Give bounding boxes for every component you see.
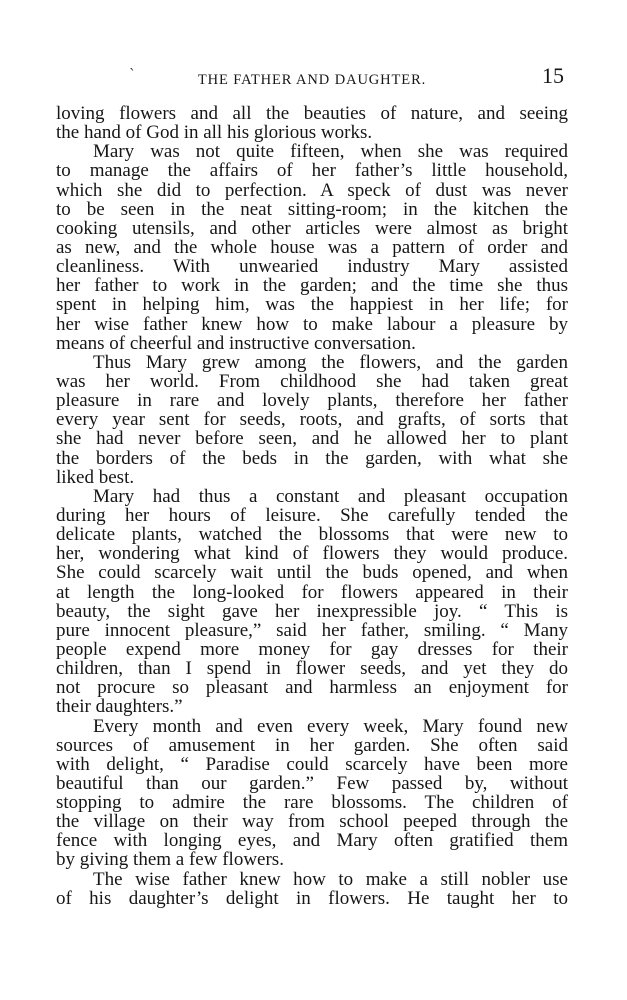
text-line: cooking utensils, and other articles were almost as bright [56, 218, 568, 238]
text-line: the hand of God in all his glorious works. [56, 123, 373, 143]
text-line: cleanliness. With unwearied industry Mary assisted [56, 257, 568, 277]
text-line: means of cheerful and instructive conversation. [56, 333, 416, 353]
text-line: their daughters.” [56, 697, 183, 717]
text-line: with delight, “ Paradise could scarcely have been more [56, 754, 568, 774]
text-line: pure innocent pleasure,” said her father, smiling. “ Many [56, 620, 568, 640]
text-line: which she did to perfection. A speck of dust was never [56, 180, 568, 200]
text-line: not procure so pleasant and harmless an enjoyment for [56, 678, 568, 698]
text-line: the borders of the beds in the garden, with what she [56, 448, 568, 468]
text-line: the village on their way from school peeped through the [56, 812, 568, 832]
text-line: Every month and even every week, Mary found new [93, 716, 568, 736]
running-title: THE FATHER AND DAUGHTER. [197, 72, 427, 88]
text-line: sources of amusement in her garden. She often said [56, 735, 568, 755]
text-line: Mary was not quite fifteen, when she was required [93, 142, 568, 162]
text-line: to be seen in the neat sitting-room; in the kitchen the [56, 199, 568, 219]
text-line: her wise father knew how to make labour a pleasure by [56, 314, 568, 334]
text-line: as new, and the whole house was a pattern of order and [56, 237, 568, 258]
text-line: children, than I spend in flower seeds, and yet they do [56, 659, 568, 679]
page-number: 15 [542, 63, 564, 88]
text-line: spent in helping him, was the happiest in her life; for [56, 295, 568, 315]
text-line: by giving them a few flowers. [56, 850, 284, 870]
text-line: delicate plants, watched the blossoms that were new to [56, 525, 568, 545]
text-line: of his daughter’s delight in flowers. He taught her to [56, 888, 568, 908]
text-line: Thus Mary grew among the flowers, and the garden [93, 352, 568, 372]
page-header [56, 64, 568, 88]
text-line: beauty, the sight gave her inexpressible joy. “ This is [56, 601, 568, 621]
text-line: stopping to admire the rare blossoms. The children of [56, 793, 568, 813]
text-line: her, wondering what kind of flowers they would produce. [56, 544, 568, 564]
body-text [56, 104, 568, 908]
text-line: loving flowers and all the beauties of nature, and seeing [56, 104, 568, 124]
text-line: her father to work in the garden; and the time she thus [56, 276, 568, 296]
text-line: The wise father knew how to make a still nobler use [93, 869, 568, 889]
stray-mark: ` [129, 67, 136, 83]
text-line: people expend more money for gay dresses for their [56, 639, 568, 660]
text-line: was her world. From childhood she had taken great [56, 371, 568, 392]
text-line: fence with longing eyes, and Mary often gratified them [56, 831, 568, 851]
text-line: She could scarcely wait until the buds opened, and when [56, 563, 568, 583]
text-line: to manage the affairs of her father’s little household, [56, 161, 568, 181]
text-line: pleasure in rare and lovely plants, therefore her father [56, 391, 568, 411]
text-line: beautiful than our garden.” Few passed by, without [56, 773, 568, 794]
text-line: Mary had thus a constant and pleasant occupation [93, 486, 568, 506]
text-line: she had never before seen, and he allowed her to plant [56, 429, 568, 449]
text-line: every year sent for seeds, roots, and grafts, of sorts that [56, 410, 568, 430]
text-line: liked best. [56, 467, 135, 487]
text-line: at length the long-looked for flowers appeared in their [56, 582, 568, 602]
text-line: during her hours of leisure. She carefully tended the [56, 505, 568, 526]
